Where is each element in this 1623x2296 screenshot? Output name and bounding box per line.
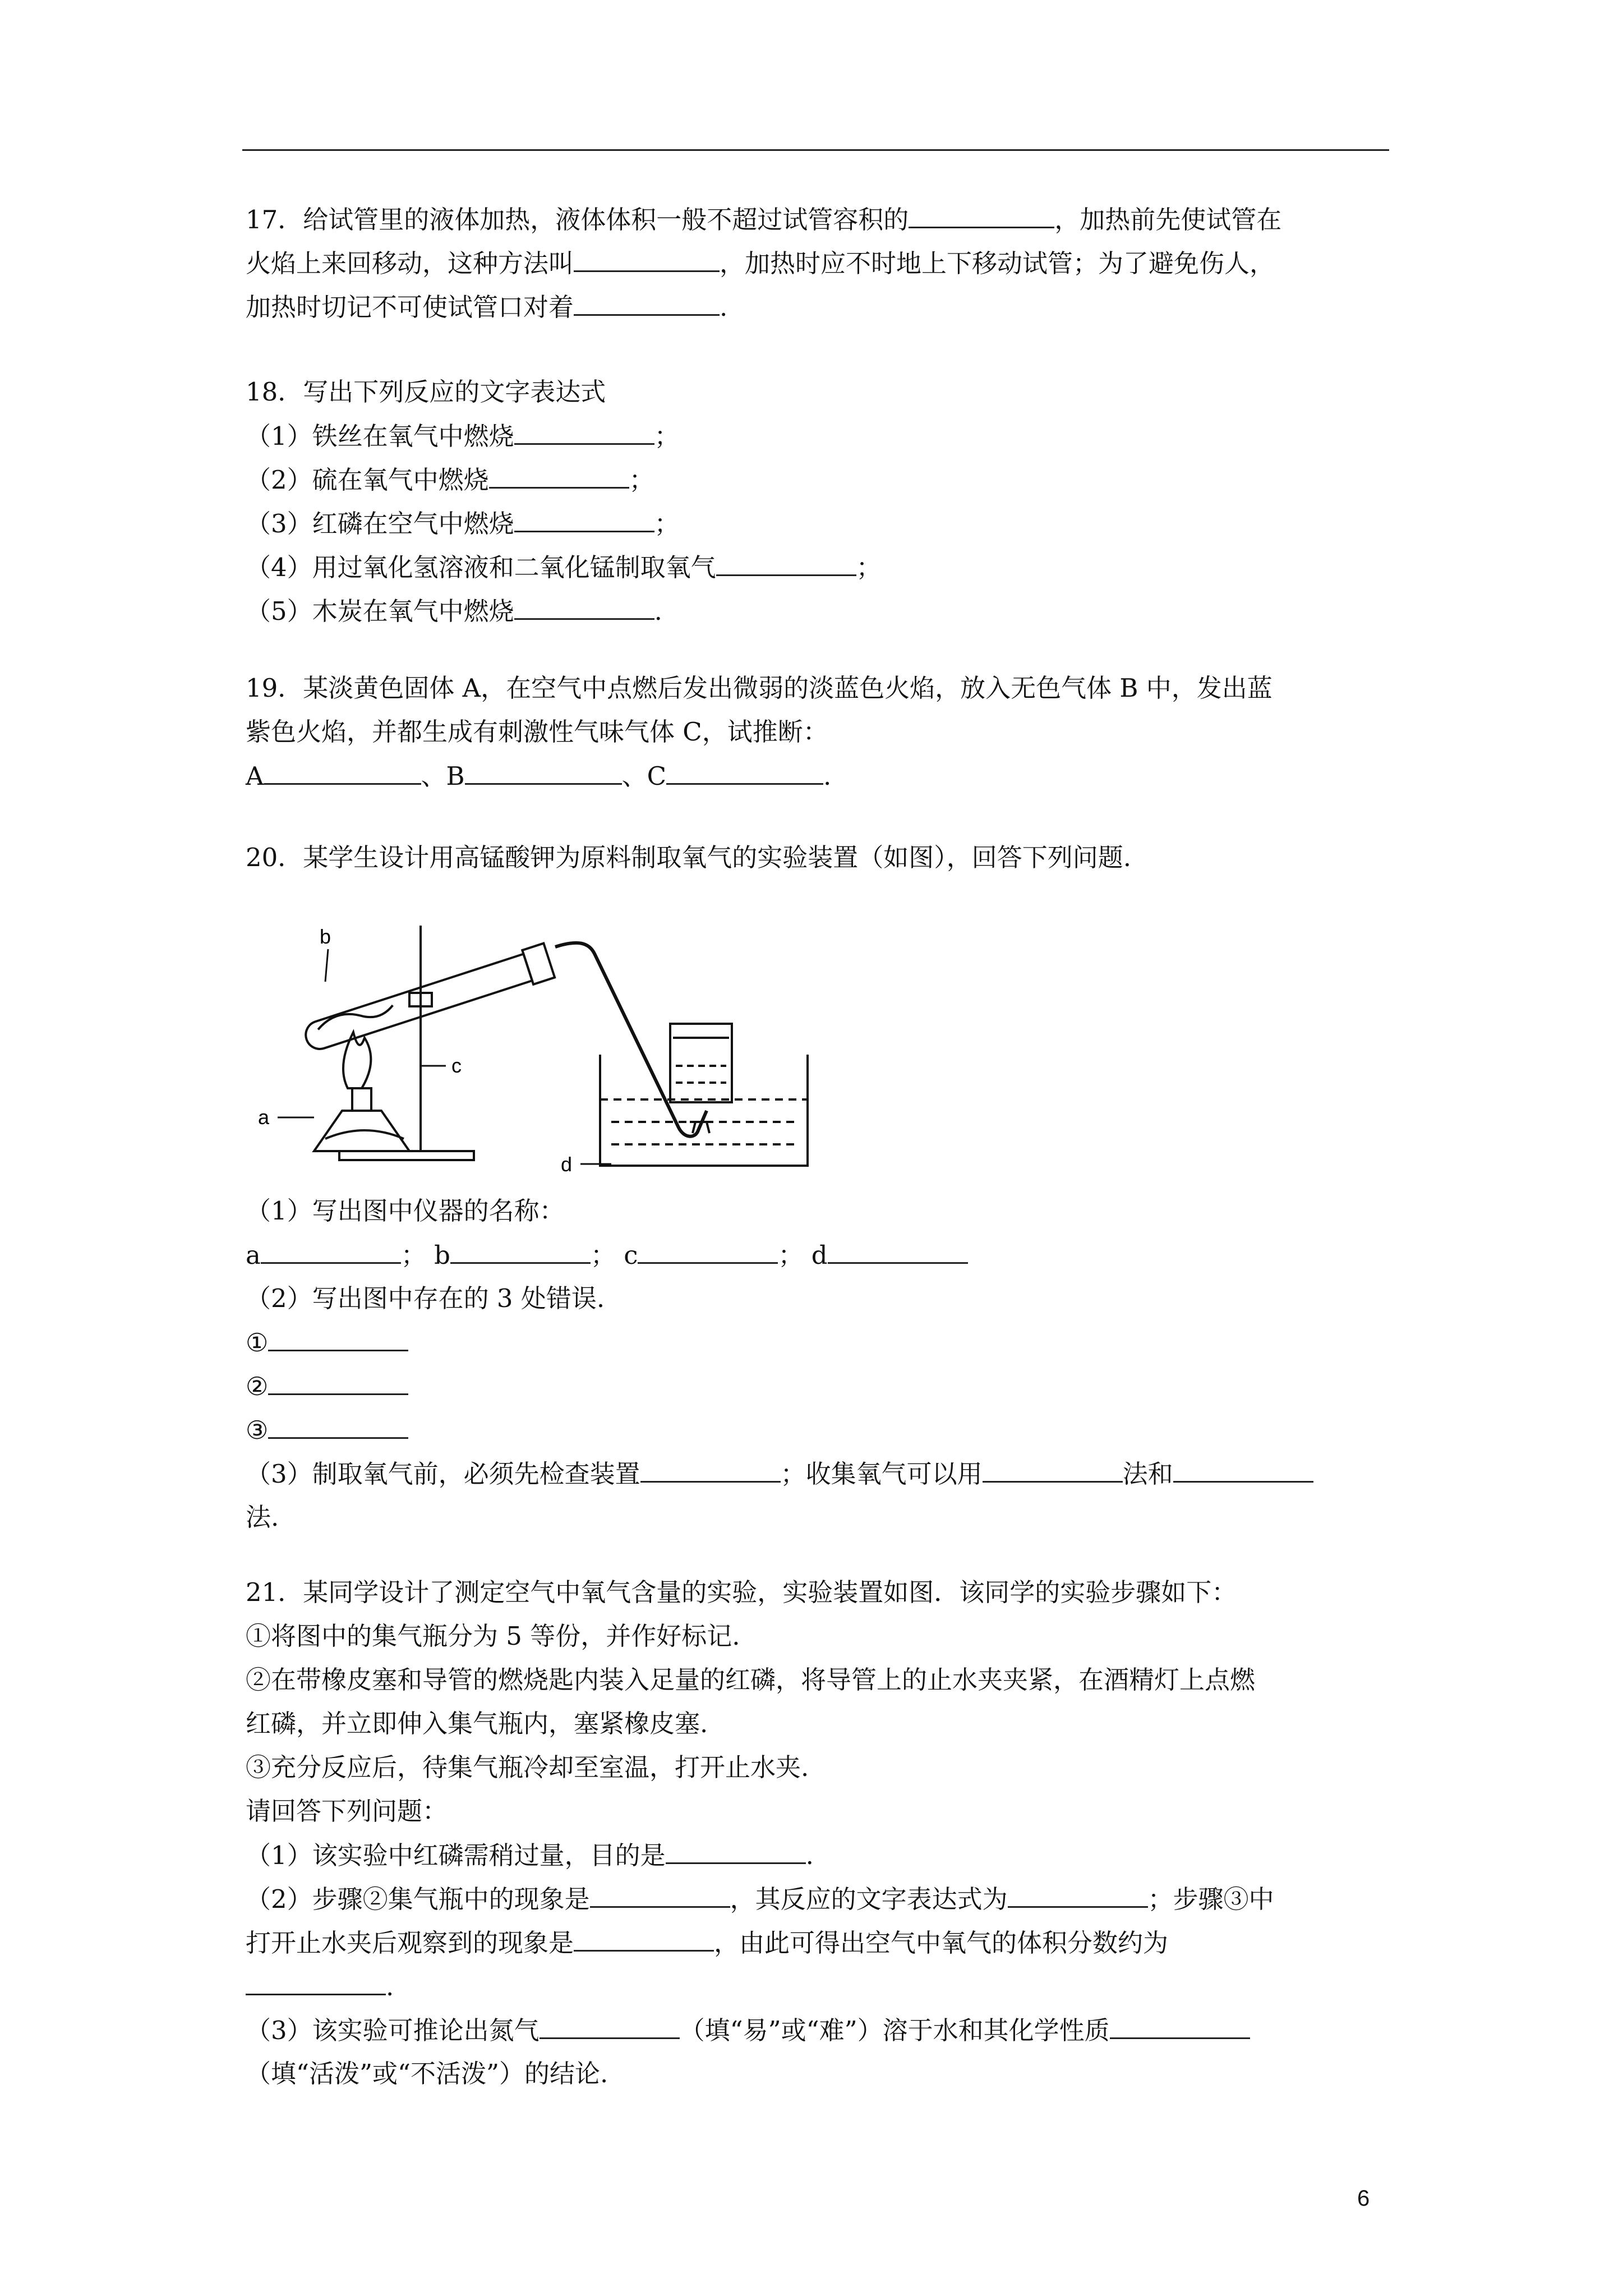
q18-item: （5）木炭在氧气中燃烧 .: [246, 589, 1393, 633]
q20-sub3-end: 法.: [246, 1502, 279, 1532]
q18-item: （2）硫在氧气中燃烧 ；: [246, 458, 1393, 501]
answer-blank[interactable]: [1008, 1877, 1148, 1908]
q20-title: 20．某学生设计用高锰酸钾为原料制取氧气的实验装置（如图），回答下列问题.: [246, 843, 1132, 872]
q17-line-1: 17．给试管里的液体加热，液体体积一般不超过试管容积的 ，加热前先使试管在: [246, 197, 1393, 241]
delivery-tube: [555, 943, 707, 1137]
answer-blank[interactable]: [666, 1833, 806, 1864]
answer-blank[interactable]: [590, 1877, 730, 1908]
q21-step-1: ①将图中的集气瓶分为 5 等份，并作好标记.: [246, 1621, 740, 1651]
q20-error: ③: [246, 1408, 1393, 1452]
q21-part-3-end: （填“活泼”或“不活泼”）的结论.: [246, 2059, 608, 2088]
q21-step-3: ③充分反应后，待集气瓶冷却至室温，打开止水夹.: [246, 1752, 809, 1782]
q20-names: a ； b ； c ； d: [246, 1233, 1393, 1277]
answer-blank[interactable]: [638, 1233, 778, 1264]
answer-blank[interactable]: [261, 1233, 401, 1264]
q21-part-3: （3）该实验可推论出氮气 （填“易”或“难”）溶于水和其化学性质: [246, 2008, 1393, 2052]
question-20: [246, 836, 1393, 880]
answer-blank[interactable]: [268, 1320, 408, 1351]
header-rule: [242, 149, 1389, 151]
fig-label-c: c: [451, 1054, 462, 1077]
q21-line-1: 21．某同学设计了测定空气中氧气含量的实验，实验装置如图．该同学的实验步骤如下：: [246, 1577, 1237, 1607]
answer-blank[interactable]: [1110, 2008, 1250, 2039]
q17-line-2: 火焰上来回移动，这种方法叫 ，加热时应不时地上下移动试管；为了避免伤人，: [246, 241, 1393, 285]
q19-line-1: 19．某淡黄色固体 A，在空气中点燃后发出微弱的淡蓝色火焰，放入无色气体 B 中，发出蓝: [246, 673, 1272, 703]
stand-base: [339, 1151, 474, 1160]
answer-blank[interactable]: [450, 1233, 591, 1264]
question-18: [246, 370, 1393, 633]
answer-blank[interactable]: [909, 197, 1054, 228]
q19-line-3: A 、B 、C .: [246, 754, 1393, 798]
q21-part-2-end: .: [246, 1964, 1393, 2008]
page-number: 6: [1357, 2186, 1370, 2211]
q20-error: ①: [246, 1320, 1393, 1364]
answer-blank[interactable]: [574, 1921, 714, 1952]
answer-blank[interactable]: [514, 414, 654, 445]
q21-part-2: （2）步骤②集气瓶中的现象是 ，其反应的文字表达式为 ；步骤③中: [246, 1877, 1393, 1921]
answer-blank[interactable]: [514, 501, 654, 532]
answer-blank[interactable]: [514, 589, 654, 620]
q21-ask: 请回答下列问题：: [246, 1796, 448, 1826]
answer-blank[interactable]: [489, 458, 629, 489]
oxygen-apparatus-figure: [241, 909, 852, 1178]
gas-bottle: [670, 1024, 732, 1102]
answer-blank[interactable]: [540, 2008, 680, 2039]
answer-blank[interactable]: [574, 285, 720, 316]
answer-blank[interactable]: [268, 1364, 408, 1395]
fig-label-a: a: [258, 1106, 270, 1129]
answer-blank[interactable]: [1173, 1452, 1313, 1483]
answer-blank[interactable]: [465, 754, 622, 785]
answer-blank[interactable]: [640, 1452, 781, 1483]
q20-error: ②: [246, 1364, 1393, 1408]
q21-step-2b: 红磷，并立即伸入集气瓶内，塞紧橡皮塞.: [246, 1709, 708, 1738]
answer-blank[interactable]: [268, 1408, 408, 1439]
q21-part-1: （1）该实验中红磷需稍过量，目的是 .: [246, 1833, 1393, 1877]
test-tube: [301, 944, 555, 1056]
q19-line-2: 紫色火焰，并都生成有刺激性气味气体 C，试推断：: [246, 717, 828, 747]
question-21: [246, 1571, 1393, 2096]
q20-sub2: （2）写出图中存在的 3 处错误.: [246, 1283, 605, 1313]
q18-item: （4）用过氧化氢溶液和二氧化锰制取氧气 ；: [246, 545, 1393, 589]
answer-blank[interactable]: [983, 1452, 1123, 1483]
q18-item: （1）铁丝在氧气中燃烧 ；: [246, 414, 1393, 458]
lamp-wick-holder: [352, 1088, 371, 1111]
fig-label-b: b: [320, 925, 331, 948]
answer-blank[interactable]: [264, 754, 421, 785]
answer-blank[interactable]: [574, 241, 720, 272]
question-20-parts: [246, 1189, 1393, 1539]
q17-line-3: 加热时切记不可使试管口对着 .: [246, 285, 1393, 329]
q20-sub3: （3）制取氧气前，必须先检查装置 ；收集氧气可以用 法和: [246, 1452, 1393, 1496]
answer-blank[interactable]: [246, 1964, 386, 1995]
q20-sub1: （1）写出图中仪器的名称：: [246, 1196, 565, 1226]
water-trough: [600, 1055, 808, 1166]
answer-blank[interactable]: [828, 1233, 968, 1264]
q21-part-2-cont: 打开止水夹后观察到的现象是 ，由此可得出空气中氧气的体积分数约为: [246, 1921, 1393, 1964]
answer-blank[interactable]: [716, 545, 856, 576]
question-19: [246, 666, 1393, 798]
answer-blank[interactable]: [666, 754, 823, 785]
q18-item: （3）红磷在空气中燃烧 ；: [246, 501, 1393, 545]
q21-step-2a: ②在带橡皮塞和导管的燃烧匙内装入足量的红磷，将导管上的止水夹夹紧，在酒精灯上点燃: [246, 1665, 1256, 1695]
fig-label-d: d: [561, 1153, 573, 1176]
q18-title: 18．写出下列反应的文字表达式: [246, 377, 606, 407]
question-17: [246, 197, 1393, 329]
